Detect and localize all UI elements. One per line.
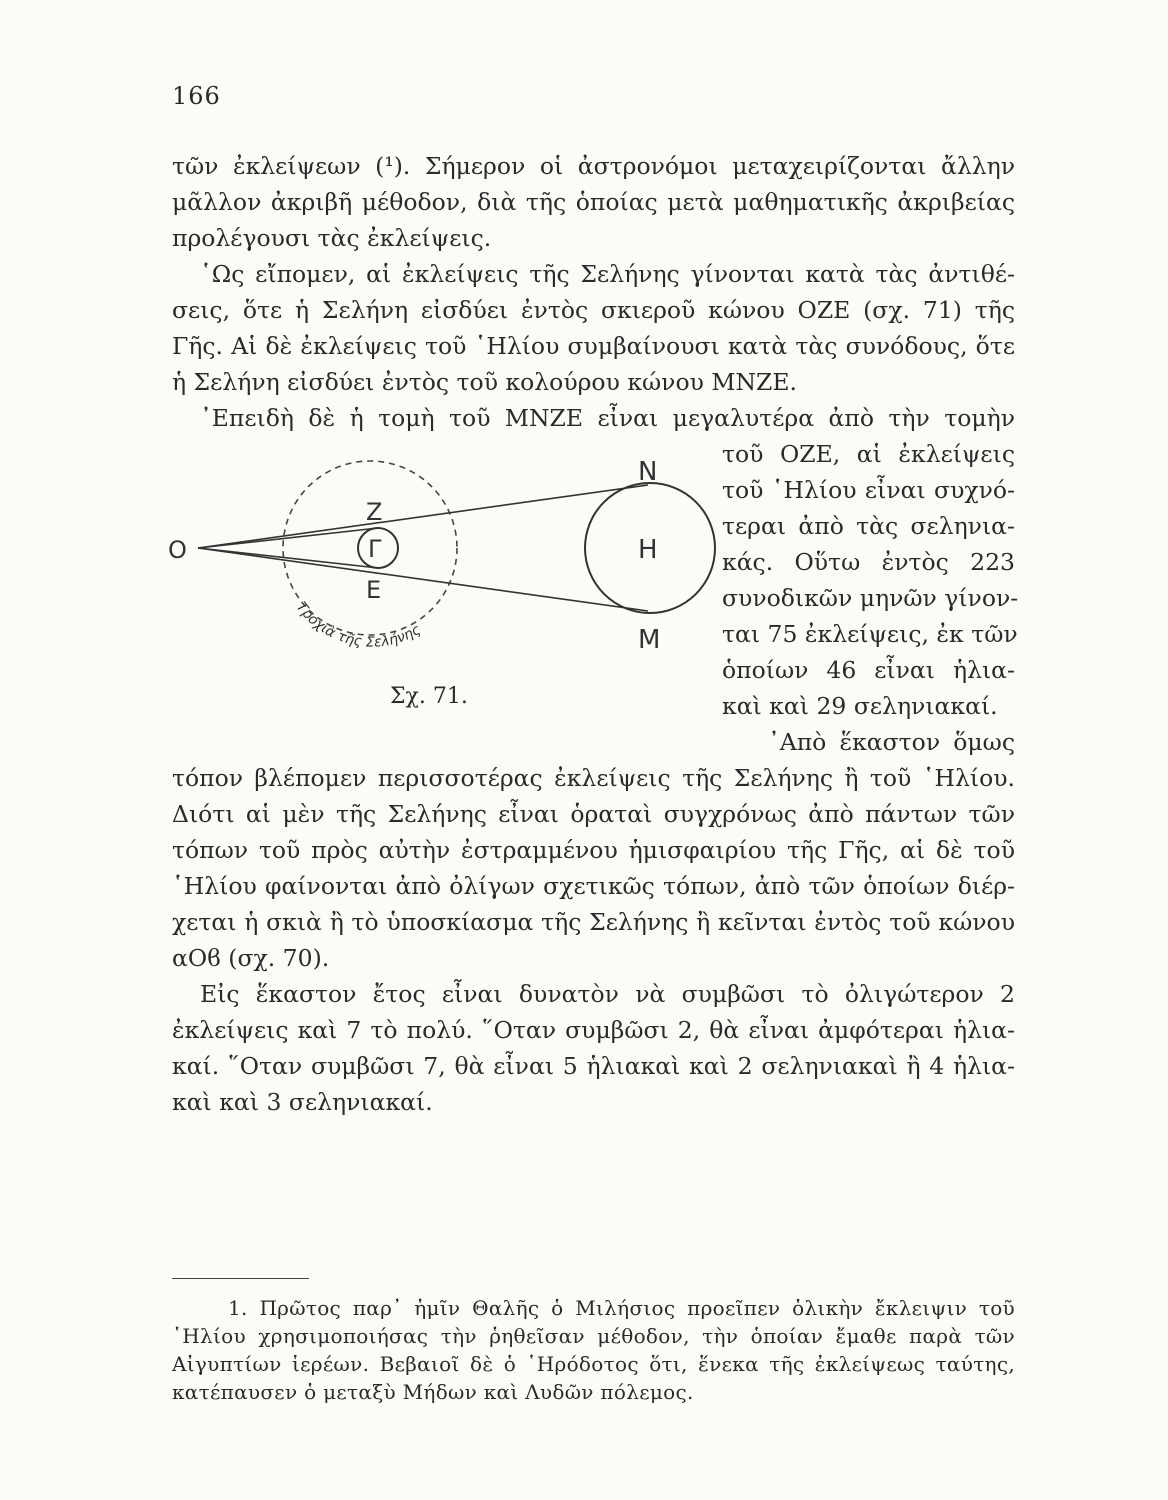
text-line: Εἰς ἕκαστον ἔτος εἶναι δυνατὸν νὰ συμβῶσι τὸ ὀλιγώτερον 2: [200, 980, 1015, 1008]
text-line: καί. ῞Οταν συμβῶσι 7, θὰ εἶναι 5 ἡλιακαὶ καὶ 2 σεληνιακαὶ ἢ 4 ἡλια-: [172, 1052, 1015, 1080]
text-line: τόπων τοῦ πρὸς αὐτὴν ἐστραμμένου ἡμισφαιρίου τῆς Γῆς, αἱ δὲ τοῦ: [172, 836, 1015, 864]
label-o: O: [168, 536, 187, 564]
footnote-line: Αἰγυπτίων ἱερέων. Βεβαιοῖ δὲ ὁ ῾Ηρόδοτος ὅτι, ἕνεκα τῆς ἐκλείψεως ταύτης,: [172, 1352, 1015, 1376]
text-line: καὶ καὶ 29 σεληνιακαί.: [722, 692, 998, 720]
cone-line-to-n: [198, 485, 648, 548]
text-line: Διότι αἱ μὲν τῆς Σελήνης εἶναι ὁραταὶ συγχρόνως ἀπὸ πάντων τῶν: [172, 800, 1015, 828]
label-e: E: [366, 576, 382, 604]
figure-eclipse-diagram: [160, 448, 720, 678]
text-line: ᾿Επειδὴ δὲ ἡ τομὴ τοῦ ΜΝΖΕ εἶναι μεγαλυτέρα ἀπὸ τὴν τομὴν: [200, 404, 1015, 432]
text-line: καὶ καὶ 3 σεληνιακαί.: [172, 1088, 433, 1116]
text-line: ᾿Απὸ ἕκαστον ὅμως: [768, 728, 1015, 756]
footnote-line: κατέπαυσεν ὁ μεταξὺ Μήδων καὶ Λυδῶν πόλεμος.: [172, 1380, 694, 1404]
label-n: N: [638, 457, 658, 487]
text-line: προλέγουσι τὰς ἐκλείψεις.: [172, 224, 492, 252]
text-line: συνοδικῶν μηνῶν γίνον-: [722, 584, 1019, 612]
footnote-line: ῾Ηλίου χρησιμοποιήσας τὴν ῥηθεῖσαν μέθοδον, τὴν ὁποίαν ἔμαθε παρὰ τῶν: [172, 1324, 1015, 1348]
text-line: ῾Ως εἴπομεν, αἱ ἐκλείψεις τῆς Σελήνης γίνονται κατὰ τὰς ἀντιθέ-: [200, 260, 1015, 288]
text-line: σεις, ὅτε ἡ Σελήνη εἰσδύει ἐντὸς σκιεροῦ κώνου ΟΖΕ (σχ. 71) τῆς: [172, 296, 1015, 324]
text-line: τόπον βλέπομεν περισσοτέρας ἐκλείψεις τῆς Σελήνης ἢ τοῦ ῾Ηλίου.: [172, 764, 1015, 792]
text-line: χεται ἡ σκιὰ ἢ τὸ ὑποσκίασμα τῆς Σελήνης ἢ κεῖνται ἐντὸς τοῦ κώνου: [172, 908, 1015, 936]
text-line: ται 75 ἐκλείψεις, ἐκ τῶν: [722, 620, 1018, 648]
label-z: Z: [366, 498, 383, 526]
text-line: μᾶλλον ἀκριβῆ μέθοδον, διὰ τῆς ὁποίας μετὰ μαθηματικῆς ἀκριβείας: [172, 188, 1015, 216]
text-line: τοῦ ΟΖΕ, αἱ ἐκλείψεις: [722, 440, 1015, 468]
footnote-line: 1. Πρῶτος παρ᾿ ἡμῖν Θαλῆς ὁ Μιλήσιος προεῖπεν ὁλικὴν ἔκλειψιν τοῦ: [228, 1296, 1015, 1320]
footnote-divider: [172, 1278, 309, 1279]
text-line: Γῆς. Αἱ δὲ ἐκλείψεις τοῦ ῾Ηλίου συμβαίνουσι κατὰ τὰς συνόδους, ὅτε: [172, 332, 1015, 360]
label-h: H: [638, 535, 658, 565]
text-line: ἐκλείψεις καὶ 7 τὸ πολύ. ῞Οταν συμβῶσι 2, θὰ εἶναι ἀμφότεραι ἡλια-: [172, 1016, 1015, 1044]
text-line: αΟϐ (σχ. 70).: [172, 944, 330, 972]
cone-line-to-m: [198, 548, 648, 611]
text-line: τῶν ἐκλείψεων (¹). Σήμερον οἱ ἀστρονόμοι μεταχειρίζονται ἄλλην: [172, 152, 1015, 180]
page-number: 166: [172, 82, 221, 110]
label-moon-orbit: Τροχιὰ τῆς Σελήνης: [292, 599, 424, 651]
figure-caption: Σχ. 71.: [390, 684, 468, 709]
text-line: τεραι ἀπὸ τὰς σεληνια-: [722, 512, 1015, 540]
text-line: κάς. Οὕτω ἐντὸς 223: [722, 548, 1015, 576]
eclipse-diagram: [160, 448, 720, 678]
label-m: M: [638, 625, 661, 655]
text-line: ῾Ηλίου φαίνονται ἀπὸ ὀλίγων σχετικῶς τόπων, ἀπὸ τῶν ὁποίων διέρ-: [172, 872, 1015, 900]
text-line: ὁποίων 46 εἶναι ἡλια-: [722, 656, 1015, 684]
label-gamma: Γ: [368, 535, 382, 563]
text-line: ἡ Σελήνη εἰσδύει ἐντὸς τοῦ κολούρου κώνου ΜΝΖΕ.: [172, 368, 797, 396]
text-line: τοῦ ῾Ηλίου εἶναι συχνό-: [722, 476, 1015, 504]
